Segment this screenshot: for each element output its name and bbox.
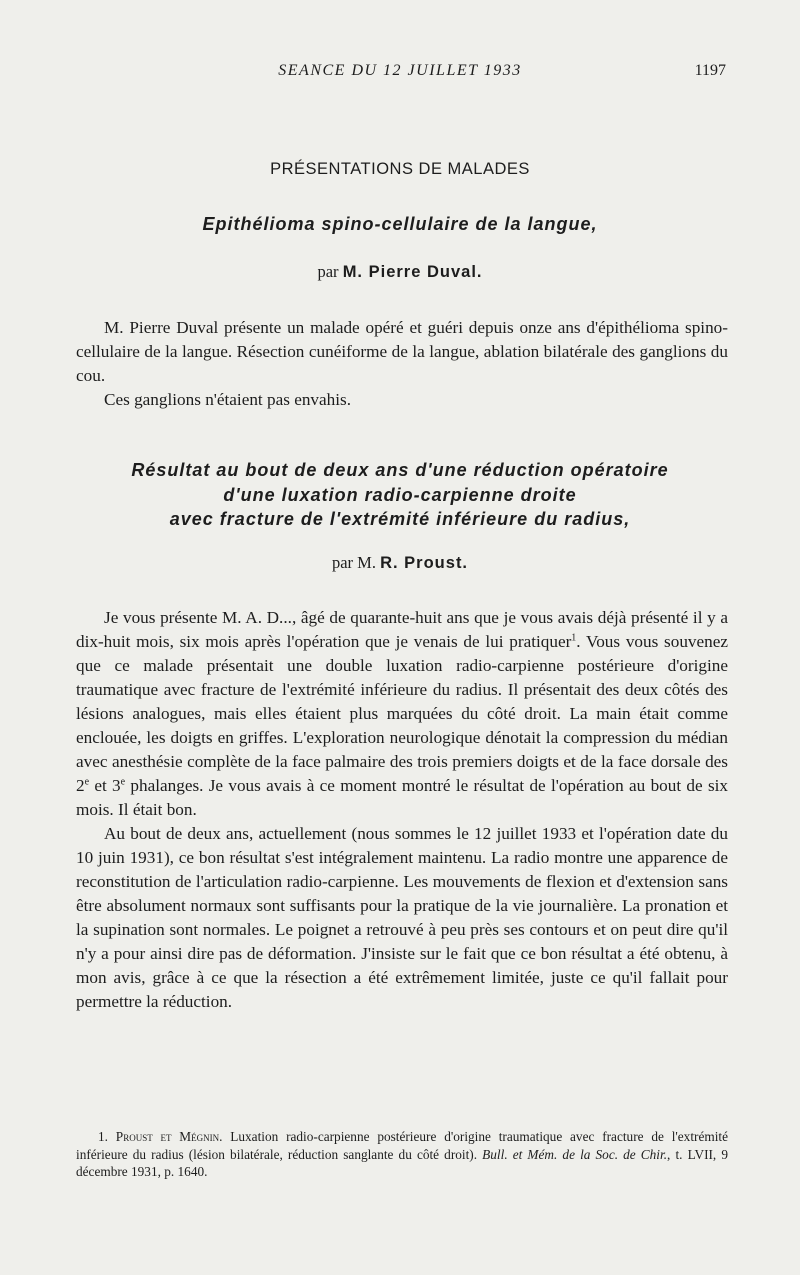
byline (0, 553, 800, 573)
footnote-authors: Proust et Mégnin. (115, 1129, 223, 1144)
title-line: avec fracture de l'extrémité inférieure du radius, (169, 509, 631, 529)
journal-title: Bull. et Mém. de la Soc. de Chir. (482, 1146, 668, 1162)
article-title (74, 458, 726, 532)
title-line: Résultat au bout de deux ans d'une réduction opératoire (131, 460, 669, 480)
paragraph: Ces ganglions n'étaient pas envahis. (104, 390, 352, 409)
author-name: M. Pierre Duval. (342, 263, 483, 281)
byline (0, 262, 800, 282)
running-head (0, 62, 800, 86)
section-heading: PRÉSENTATIONS DE MALADES (270, 160, 530, 178)
article-body (76, 316, 728, 412)
byline-prefix: par M. (331, 553, 376, 572)
paragraph: Je vous présente M. A. D..., âgé de quarante-huit ans que je vous avais déjà présenté il y a dix-huit mois, six mois après l'opération que je venais de lui pratiquer$^1$. Vous vous souvenez que ce malade présentait une double luxation radio-carpienne postérieure d'origine traumatique avec fracture de l'extrémité inférieure du radius. Il présentait des deux côtés des lésions analogues, mais elles étaient plus marquées du côté droit. La main était comme enclouée, les doigts en griffes. L'exploration neurologique dénotait la compression du médian avec anesthésie complète de la face palmaire des trois premiers doigts et de la face dorsale des 2e et 3e phalanges. Je vous avais à ce moment montré le résultat de l'opération au bout de six mois. Il était bon. (76, 608, 729, 819)
page-number: 1197 (694, 62, 726, 79)
byline-prefix: par (317, 262, 339, 281)
running-title: SEANCE DU 12 JUILLET 1933 (278, 62, 522, 79)
footnote: 1. Proust et Mégnin. Luxation radio-carpienne postérieure d'origine traumatique avec fracture de l'extrémité inférieure du radius (lésion bilatérale, réduction sanglante du côté droit). Bull. et Mém. de la Soc. de Chir., t. LVII, 9 décembre 1931, p. 1640. (76, 1129, 728, 1179)
article-title: Epithélioma spino-cellulaire de la langue, (202, 214, 598, 234)
author-name: R. Proust. (380, 554, 469, 572)
paragraph: M. Pierre Duval présente un malade opéré et guéri depuis onze ans d'épithélioma spino-cellulaire de la langue. Résection cunéiforme de la langue, ablation bilatérale des ganglions du cou. (76, 318, 728, 385)
paragraph: Au bout de deux ans, actuellement (nous sommes le 12 juillet 1933 et l'opération date du 10 juin 1931), ce bon résultat s'est intégralement maintenu. La radio montre une apparence de reconstitution de l'articulation radio-carpienne. Les mouvements de flexion et d'extension sans être absolument normaux sont suffisants pour la pratique de la vie journalière. La pronation et la supination sont normales. Le poignet a retrouvé à peu près ses contours et on peut dire qu'il n'y a pour ainsi dire pas de déformation. J'insiste sur le fait que ce bon résultat a été obtenu, à mon avis, grâce à ce que la résection a été extrêmement limitée, juste ce qu'il fallait pour permettre la réduction. (76, 824, 728, 1011)
footnote-ref: 1 (571, 632, 577, 644)
article-body (76, 606, 728, 1014)
title-line: d'une luxation radio-carpienne droite (223, 484, 577, 505)
